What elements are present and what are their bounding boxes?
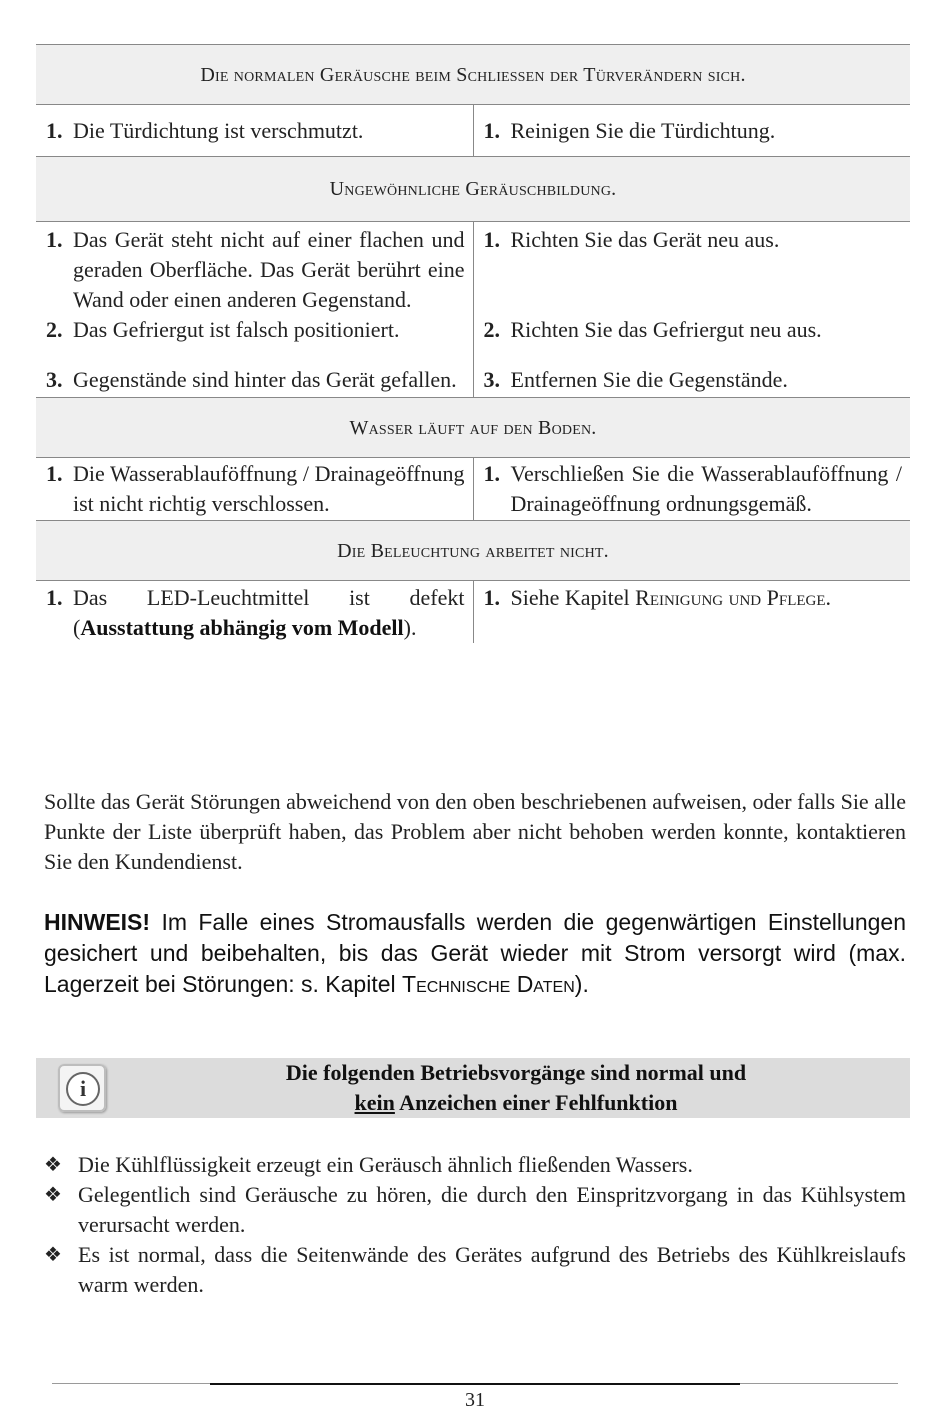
cause-number: 1. [46, 227, 63, 252]
list-item [44, 1240, 906, 1300]
list-item-text: Die Kühlflüssigkeit erzeugt ein Geräusch ähnlich fließenden Wassers. [78, 1152, 693, 1177]
fix-text: Verschließen Sie die Wasserablauföffnung / Drainageöffnung ordnungsgemäß. [510, 461, 902, 516]
cause-text-bold: Ausstattung abhängig vom Modell [80, 615, 404, 640]
fix-text [511, 583, 903, 613]
cause-text: Gegenstände sind hinter das Gerät gefallen. [73, 367, 457, 392]
cause-number: 3. [46, 367, 63, 392]
section-heading [36, 398, 910, 458]
section-heading-text: Ungewöhnliche Geräuschbildung. [329, 178, 617, 200]
fix-number: 3. [483, 367, 500, 392]
table-row [36, 222, 910, 316]
cause-number: 1. [46, 117, 63, 143]
section-heading-text: Die Beleuchtung arbeitet nicht. [337, 539, 609, 562]
fix-number: 1. [483, 585, 500, 610]
cause-text-start: Das LED-Leuchtmittel ist defekt ( [73, 585, 465, 640]
info-icon [58, 1064, 106, 1112]
cause-text: Die Wasserablauföffnung / Drainageöffnung ist nicht richtig verschlossen. [73, 461, 465, 516]
chapter-reference: Technische Daten [402, 971, 575, 997]
fix-text: Richten Sie das Gerät neu aus. [510, 227, 780, 252]
note-text-end: ). [574, 971, 589, 997]
bullet-icon: ❖ [44, 1154, 62, 1176]
note-paragraph [44, 907, 906, 1000]
fix-text-end: . [825, 585, 832, 610]
info-box [36, 1058, 910, 1118]
fix-text: Richten Sie das Gefriergut neu aus. [510, 317, 822, 342]
table-row [36, 365, 910, 398]
cause-number: 1. [46, 585, 63, 610]
list-item [44, 1180, 906, 1240]
note-text: Im Falle eines Stromausfalls werden die gegenwärtigen Einstellungen gesichert und beibehalten, bis das Gerät wieder mit Strom versorgt wird (max. Lagerzeit bei Störungen: s. Kapitel [44, 909, 906, 997]
fix-number: 1. [483, 461, 500, 486]
fix-text: Entfernen Sie die Gegenstände. [510, 367, 788, 392]
fix-number: 2. [483, 317, 500, 342]
cause-text: Das Gerät steht nicht auf einer flachen und geraden Oberfläche. Das Gerät berührt eine Wand oder einen anderen Gegenstand. [73, 227, 465, 312]
section-heading-text: Die normalen Geräusche beim Schließen der Türverändern sich. [200, 63, 746, 86]
info-box-underlined: kein [354, 1090, 395, 1115]
list-item [44, 1150, 906, 1180]
table-row [36, 315, 910, 365]
cause-text: Die Türdichtung ist verschmutzt. [73, 117, 364, 143]
fix-text: Reinigen Sie die Türdichtung. [510, 117, 776, 143]
cause-text: Das Gefriergut ist falsch positioniert. [73, 317, 400, 342]
bullet-list [44, 1150, 906, 1300]
bullet-icon: ❖ [44, 1244, 62, 1266]
section-heading [36, 521, 910, 581]
note-label: HINWEIS! [44, 909, 151, 935]
cause-text [73, 583, 465, 643]
fix-number: 1. [483, 227, 500, 252]
section-heading [36, 45, 910, 105]
contact-paragraph: Sollte das Gerät Störungen abweichend von den oben beschriebenen aufweisen, oder falls Sie alle Punkte der Liste überprüft haben, das Problem aber nicht behoben werden konnte, kontaktieren Sie den Kundendienst. [44, 789, 906, 874]
info-box-line2 [216, 1088, 816, 1118]
info-icon-glyph: i [66, 1072, 100, 1106]
chapter-reference: Reinigung und Pflege [635, 585, 826, 610]
bullet-icon: ❖ [44, 1184, 62, 1206]
section-heading-text: Wasser läuft auf den Boden. [349, 416, 597, 439]
table-row [36, 581, 910, 644]
fix-number: 1. [483, 117, 500, 143]
page-number: 31 [465, 1389, 485, 1411]
list-item-text: Es ist normal, dass die Seitenwände des Gerätes aufgrund des Betriebs des Kühlkreislaufs warm werden. [78, 1242, 906, 1297]
table-row [36, 105, 910, 157]
cause-text-end: ). [403, 615, 417, 640]
footer-rule-accent [210, 1383, 740, 1385]
fix-text-start: Siehe Kapitel [510, 585, 636, 610]
info-box-line1: Die folgenden Betriebsvorgänge sind normal und [285, 1060, 747, 1085]
list-item-text: Gelegentlich sind Geräusche zu hören, die durch den Einspritzvorgang in das Kühlsystem verursacht werden. [78, 1182, 906, 1237]
table-row [36, 458, 910, 521]
troubleshooting-table [36, 44, 910, 643]
cause-number: 2. [46, 317, 63, 342]
info-box-line2-rest: Anzeichen einer Fehlfunktion [394, 1090, 678, 1115]
info-box-text [216, 1058, 816, 1118]
cause-number: 1. [46, 461, 63, 486]
section-heading [36, 157, 910, 222]
